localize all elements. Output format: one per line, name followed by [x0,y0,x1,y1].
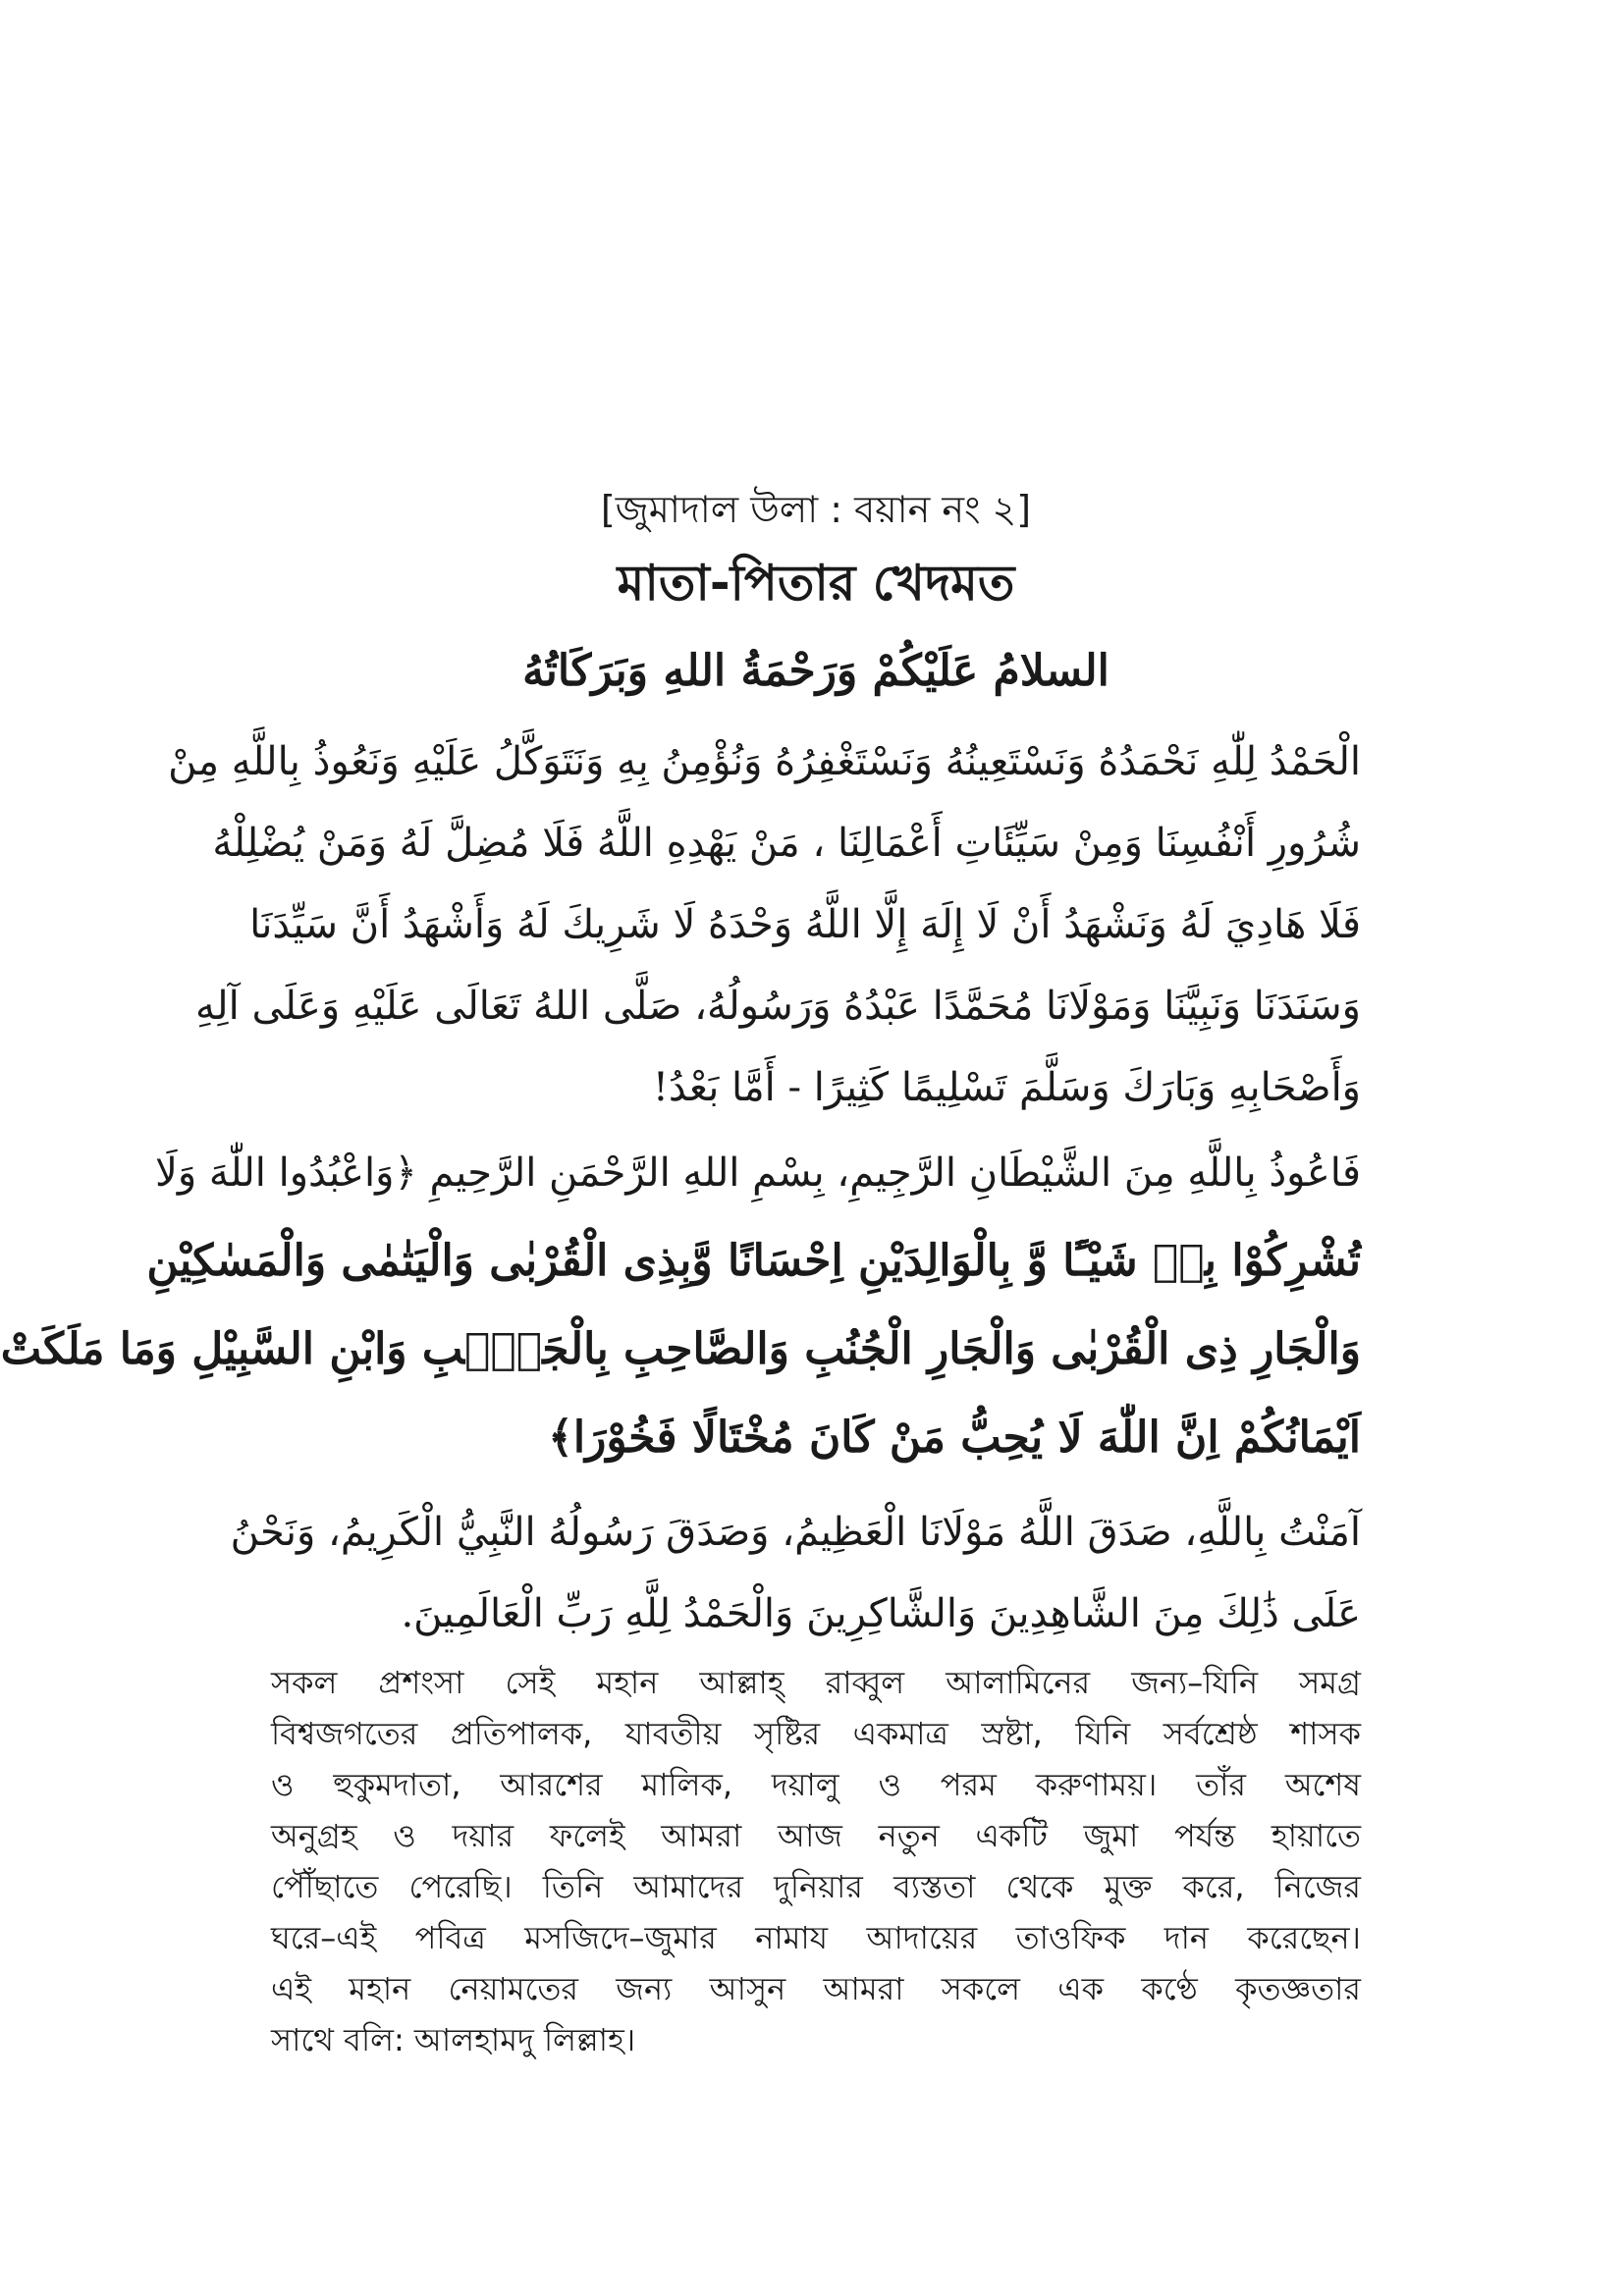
khutbah-line: فَلَا هَادِيَ لَهُ وَنَشْهَدُ أَنْ لَا إِلَهَ إِلَّا اللَّهُ وَحْدَهُ لَا شَرِيكَ لَهُ وَأَشْهَدُ أَنَّ سَيِّدَنَا [249,902,1361,947]
bangla-line: পৌঁছাতে পেরেছি। তিনি আমাদের দুনিয়ার ব্যস্ততা থেকে মুক্ত করে, নিজের [271,1868,1361,1905]
verse-line: وَالْجَارِ ذِی الْقُرْبٰی وَالْجَارِ الْجُنُبِ وَالصَّاحِبِ بِالْجَنْۢبِ وَابْنِ السَّبِيْلِ وَمَا مَلَكَتْ [0,1324,1361,1374]
verse-line: تُشْرِكُوْا بِهٖ شَيْـًٔا وَّ بِالْوَالِدَيْنِ اِحْسَانًا وَّبِذِی الْقُرْبٰی وَالْيَتٰمٰی وَالْمَسٰكِيْنِ [146,1236,1361,1286]
chapter-title: মাতা-পিতার খেদমত [617,555,1015,612]
bangla-line: ও হুকুমদাতা, আরশের মালিক, দয়ালু ও পরম করুণাময়। তাঁর অশেষ [271,1766,1361,1803]
quran-verse [0,1129,1361,1482]
bangla-line: সাথে বলি: আলহামদু লিল্লাহ। [271,2021,636,2058]
verse-line: فَاعُوذُ بِاللَّهِ مِنَ الشَّيْطَانِ الرَّجِيمِ، بِسْمِ اللهِ الرَّحْمَنِ الرَّحِيمِ ﴿وَاعْبُدُوا اللّٰهَ وَلَا [155,1150,1361,1196]
khutbah-line: الْحَمْدُ لِلّٰهِ نَحْمَدُهُ وَنَسْتَعِينُهُ وَنَسْتَغْفِرُهُ وَنُؤْمِنُ بِهِ وَنَتَوَكَّلُ عَلَيْهِ وَنَعُوذُ بِاللَّهِ مِنْ [168,739,1361,784]
closing-declaration [230,1492,1361,1655]
khutbah-line: وَسَنَدَنَا وَنَبِيَّنَا وَمَوْلَانَا مُحَمَّدًا عَبْدُهُ وَرَسُولُهُ، صَلَّى اللهُ تَعَالَى عَلَيْهِ وَعَلَى آلِهِ [194,984,1361,1029]
khutbah-line: وَأَصْحَابِهِ وَبَارَكَ وَسَلَّمَ تَسْلِيمًا كَثِيرًا - أَمَّا بَعْدُ! [652,1065,1361,1110]
bangla-line: অনুগ্রহ ও দয়ার ফলেই আমরা আজ নতুন একটি জুমা পর্যন্ত হায়াতে [271,1817,1361,1854]
series-label: [জুমাদাল উলা : বয়ান নং ২] [600,488,1032,531]
salam-greeting: السلامُ عَلَيْكُمْ وَرَحْمَةُ اللهِ وَبَرَكَاتُهُ [522,646,1109,696]
closing-line: عَلَى ذَٰلِكَ مِنَ الشَّاهِدِينَ وَالشَّاكِرِينَ وَالْحَمْدُ لِلَّهِ رَبِّ الْعَالَمِينَ. [401,1591,1361,1636]
bangla-line: ঘরে–এই পবিত্র মসজিদে–জুমার নামায আদায়ের তাওফিক দান করেছেন। [271,1919,1361,1956]
bangla-line: বিশ্বজগতের প্রতিপালক, যাবতীয় সৃষ্টির একমাত্র স্রষ্টা, যিনি সর্বশ্রেষ্ঠ শাসক [271,1715,1361,1752]
bangla-paragraph [271,1657,1361,2065]
verse-line: اَيْمَانُكُمْ اِنَّ اللّٰهَ لَا يُحِبُّ مَنْ كَانَ مُخْتَالًا فَخُوْرَا﴾ [548,1413,1361,1463]
khutbah-opening [168,721,1361,1129]
bangla-line: এই মহান নেয়ামতের জন্য আসুন আমরা সকলে এক কণ্ঠে কৃতজ্ঞতার [271,1970,1361,2007]
bangla-line: সকল প্রশংসা সেই মহান আল্লাহ্ রাব্বুল আলামিনের জন্য–যিনি সমগ্র [271,1664,1361,1701]
closing-line: آمَنْتُ بِاللَّهِ، صَدَقَ اللَّهُ مَوْلَانَا الْعَظِيمُ، وَصَدَقَ رَسُولُهُ النَّبِيُّ الْكَرِيمُ، وَنَحْنُ [230,1510,1361,1555]
khutbah-line: شُرُورِ أَنْفُسِنَا وَمِنْ سَيِّئَاتِ أَعْمَالِنَا ، مَنْ يَهْدِهِ اللَّهُ فَلَا مُضِلَّ لَهُ وَمَنْ يُضْلِلْهُ [212,821,1361,866]
